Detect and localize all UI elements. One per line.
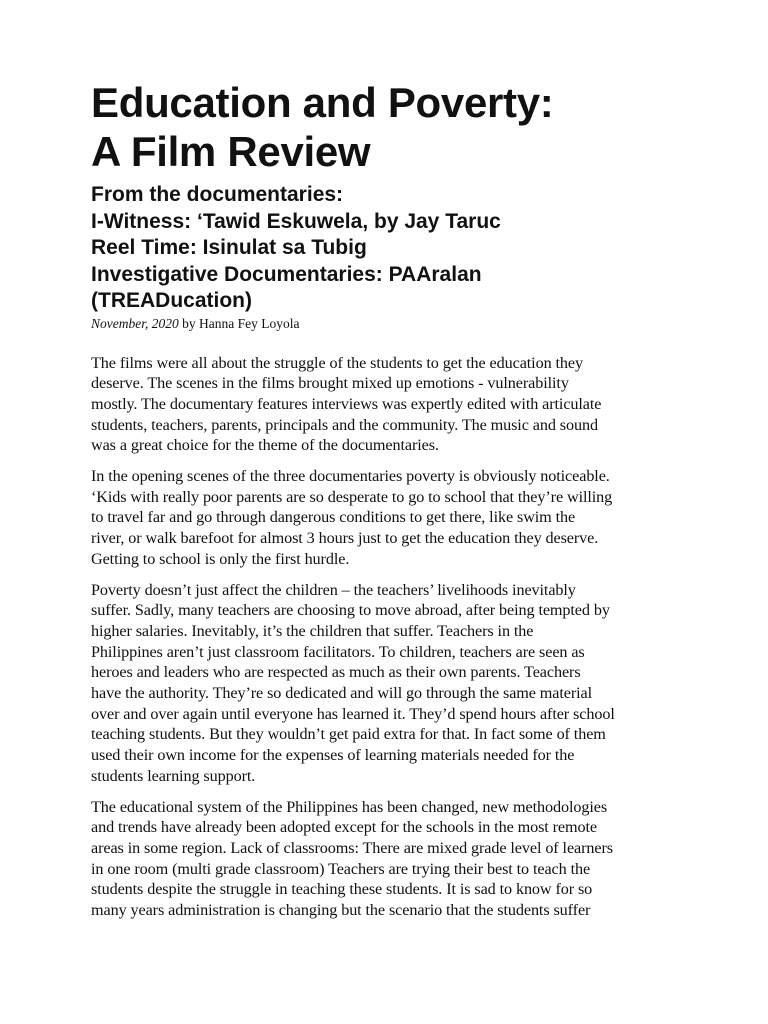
subtitle-line: (TREADucation) [91,289,252,312]
text-line: mostly. The documentary features interviews was expertly edited with articulate [91,394,602,413]
byline [91,315,691,333]
text-line: In the opening scenes of the three documentaries poverty is obviously noticeable. [91,467,610,486]
document-page [91,78,691,931]
text-line: students, teachers, parents, principals and the community. The music and sound [91,415,598,434]
byline-author: by Hanna Fey Loyola [178,315,300,331]
text-line: teaching students. But they wouldn’t get paid extra for that. In fact some of them [91,725,606,744]
text-line: students learning support. [91,766,256,785]
text-line: heroes and leaders who are respected as much as their own parents. Teachers [91,663,581,682]
paragraph [91,353,691,457]
text-line: over and over again until everyone has learned it. They’d spend hours after school [91,704,615,723]
page-title [91,78,691,176]
title-line: Education and Poverty: [91,79,554,126]
text-line: students despite the struggle in teaching these students. It is sad to know for so [91,880,593,899]
text-line: The films were all about the struggle of the students to get the education they [91,353,583,372]
text-line: areas in some region. Lack of classrooms: There are mixed grade level of learners [91,838,613,857]
text-line: Poverty doesn’t just affect the children – the teachers’ livelihoods inevitably [91,580,576,599]
text-line: used their own income for the expenses of learning materials needed for the [91,746,575,765]
text-line: Philippines aren’t just classroom facilitators. To children, teachers are seen as [91,642,585,661]
subtitle-line: Reel Time: Isinulat sa Tubig [91,236,367,259]
paragraph [91,466,691,570]
subtitle-line: From the documentaries: [91,183,344,206]
subtitle-line: Investigative Documentaries: PAAralan [91,262,482,286]
text-line: deserve. The scenes in the films brought mixed up emotions - vulnerability [91,374,569,393]
text-line: and trends have already been adopted except for the schools in the most remote [91,818,597,837]
subtitle-line: I-Witness: ‘Tawid Eskuwela, by Jay Taruc [91,209,501,233]
text-line: to travel far and go through dangerous conditions to get there, like swim the [91,508,576,527]
text-line: was a great choice for the theme of the documentaries. [91,436,439,455]
subtitle [91,182,691,315]
text-line: higher salaries. Inevitably, it’s the children that suffer. Teachers in the [91,621,534,640]
paragraph [91,797,691,921]
text-line: have the authority. They’re so dedicated and will go through the same material [91,684,593,703]
paragraph [91,580,691,787]
text-line: river, or walk barefoot for almost 3 hours just to get the education they deserve. [91,529,599,548]
text-line: many years administration is changing but the scenario that the students suffer [91,901,591,920]
text-line: The educational system of the Philippines has been changed, new methodologies [91,797,608,816]
title-line: A Film Review [91,128,371,175]
text-line: ‘Kids with really poor parents are so desperate to go to school that they’re willing [91,487,613,506]
text-line: in one room (multi grade classroom) Teachers are trying their best to teach the [91,859,591,878]
text-line: suffer. Sadly, many teachers are choosing to move abroad, after being tempted by [91,601,610,620]
byline-date: November, 2020 [91,315,179,331]
text-line: Getting to school is only the first hurdle. [91,549,350,568]
